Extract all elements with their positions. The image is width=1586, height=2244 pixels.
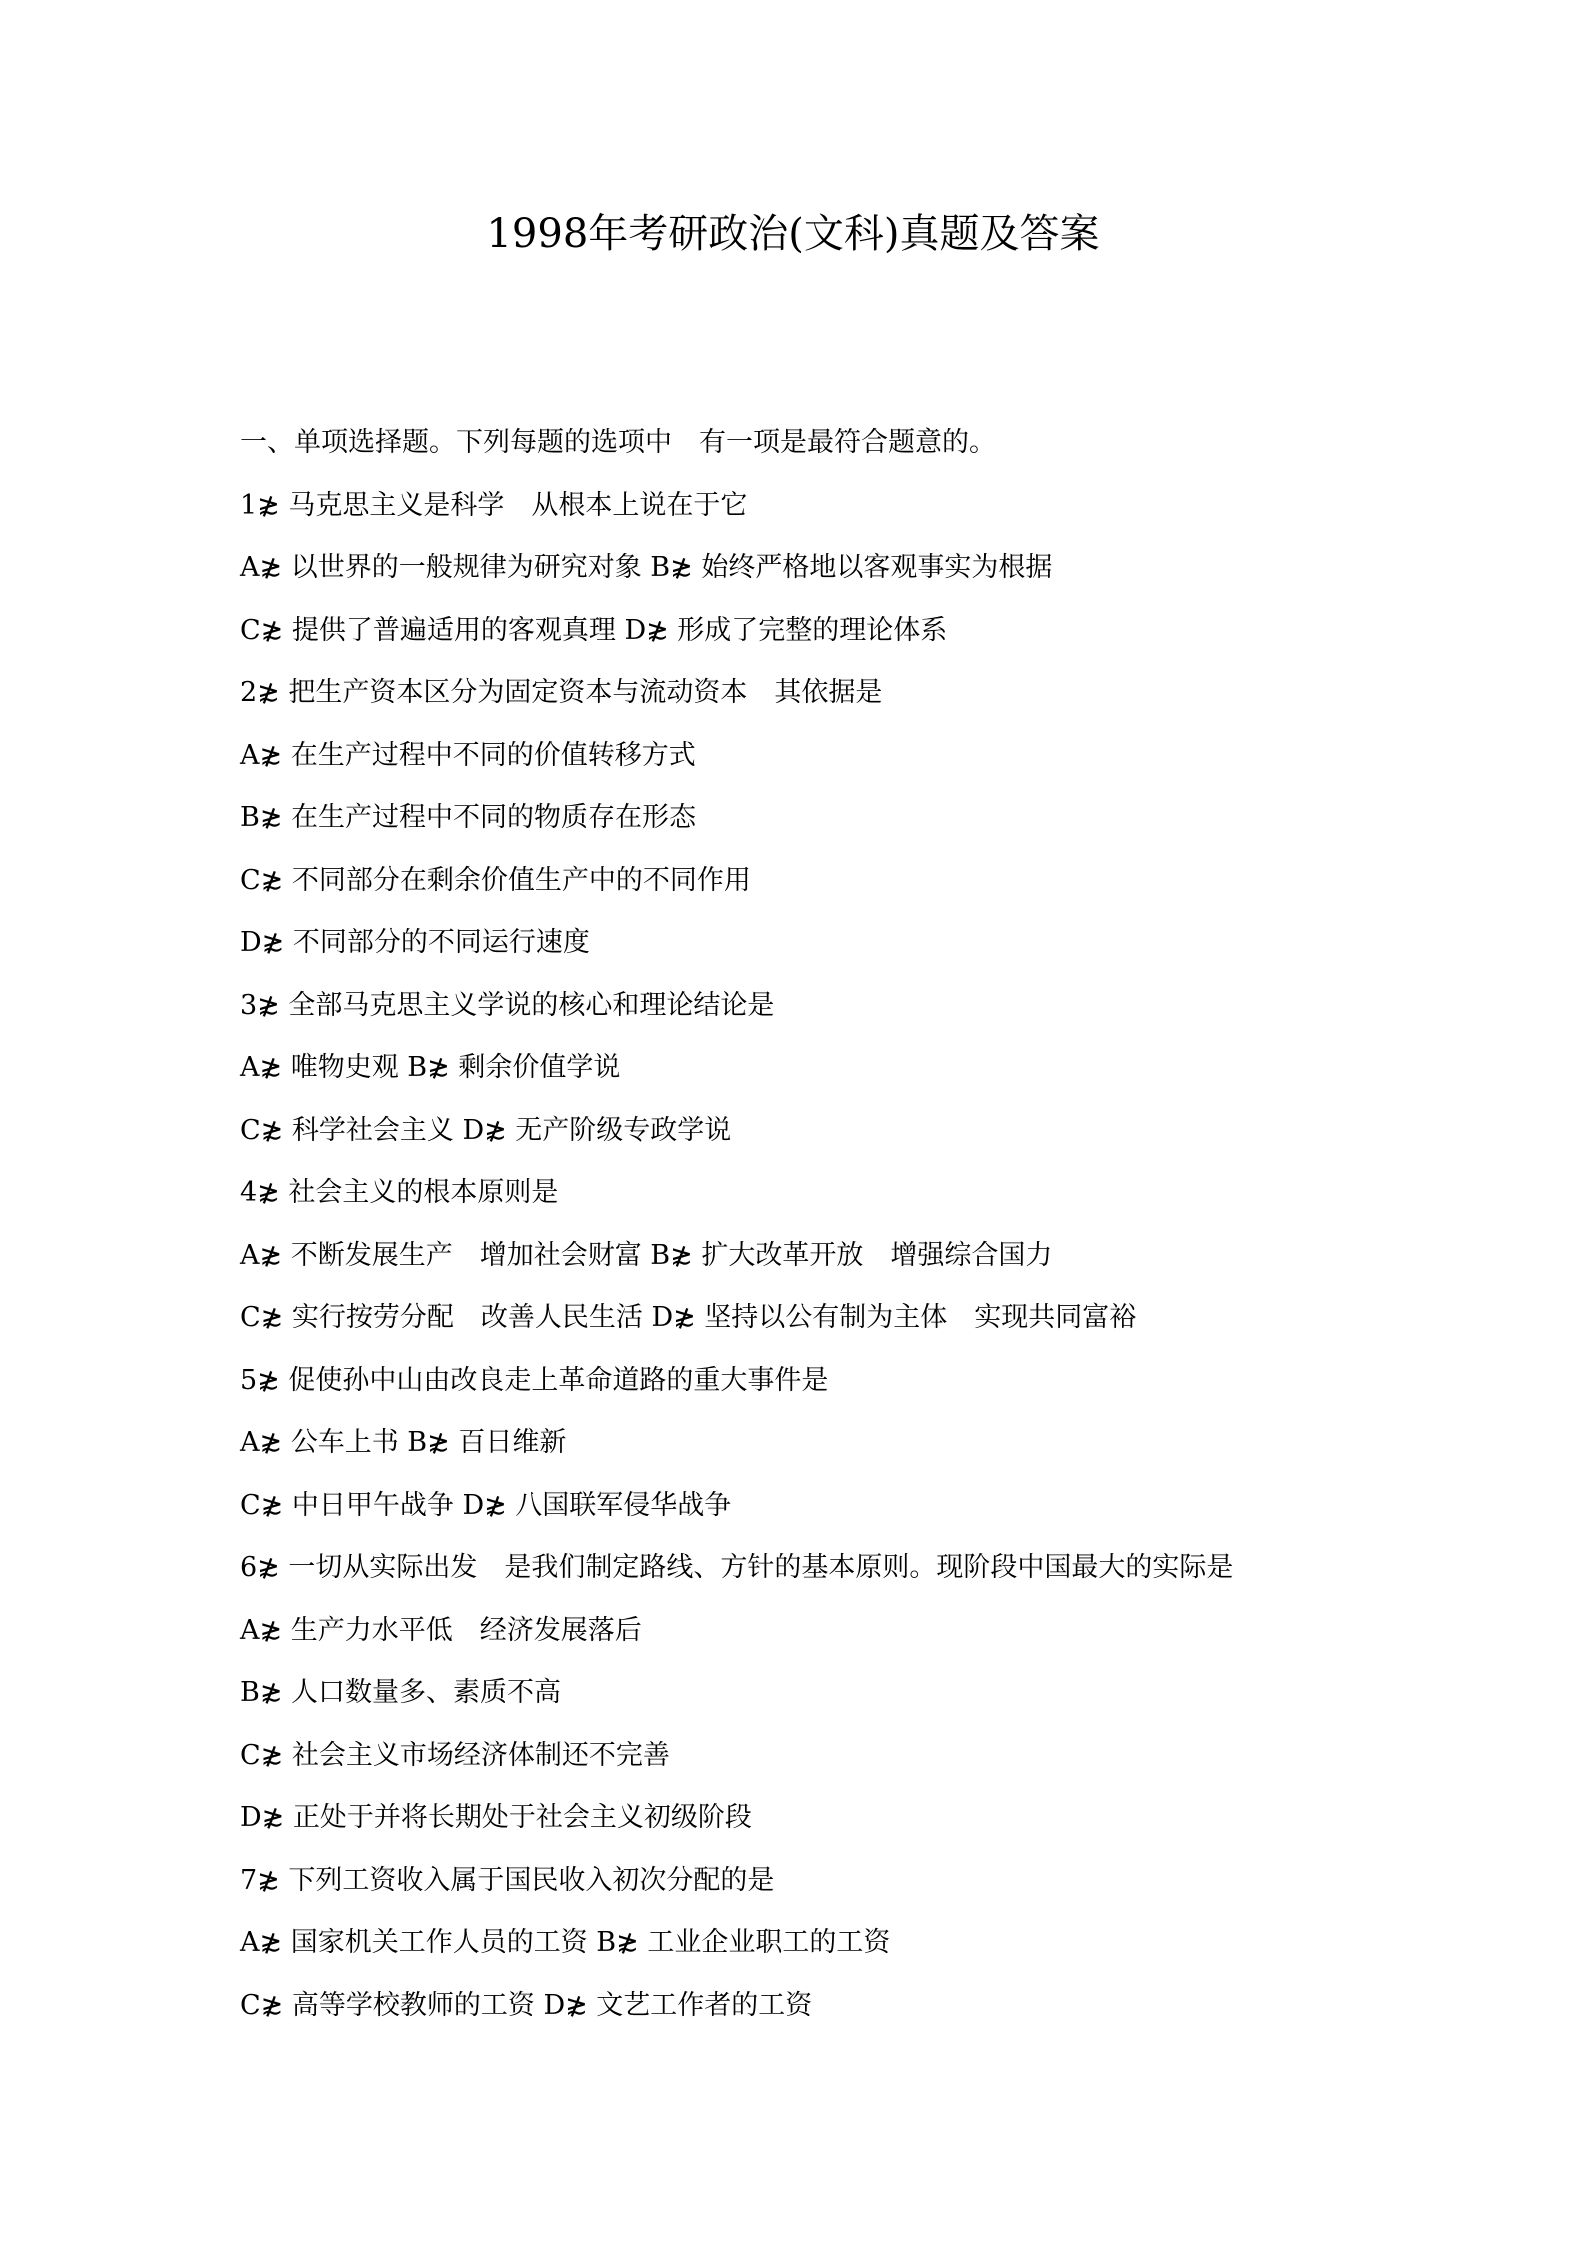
question-2: 2≵ 把生产资本区分为固定资本与流动资本 其依据是 xyxy=(240,677,883,708)
section-heading: 一、单项选择题。下列每题的选项中 有一项是最符合题意的。 xyxy=(240,427,996,458)
question-1-options-ab: A≵ 以世界的一般规律为研究对象 B≵ 始终严格地以客观事实为根据 xyxy=(240,552,1053,583)
question-1-options-cd: C≵ 提供了普遍适用的客观真理 D≵ 形成了完整的理论体系 xyxy=(240,614,948,646)
question-3-options-ab: A≵ 唯物史观 B≵ 剩余价值学说 xyxy=(240,1052,621,1083)
question-6: 6≵ 一切从实际出发 是我们制定路线、方针的基本原则。现阶段中国最大的实际是 xyxy=(240,1552,1234,1583)
question-7-options-ab: A≵ 国家机关工作人员的工资 B≵ 工业企业职工的工资 xyxy=(240,1927,891,1958)
question-2-option-b: B≵ 在生产过程中不同的物质存在形态 xyxy=(240,802,697,833)
question-3: 3≵ 全部马克思主义学说的核心和理论结论是 xyxy=(240,989,775,1021)
question-3-options-cd: C≵ 科学社会主义 D≵ 无产阶级专政学说 xyxy=(240,1114,732,1146)
question-7: 7≵ 下列工资收入属于国民收入初次分配的是 xyxy=(240,1864,775,1896)
question-2-option-c: C≵ 不同部分在剩余价值生产中的不同作用 xyxy=(240,864,751,896)
document-title: 1998年考研政治(文科)真题及答案 xyxy=(486,211,1100,257)
question-4: 4≵ 社会主义的根本原则是 xyxy=(240,1177,559,1208)
question-5-options-cd: C≵ 中日甲午战争 D≵ 八国联军侵华战争 xyxy=(240,1489,732,1521)
question-6-option-d: D≵ 正处于并将长期处于社会主义初级阶段 xyxy=(240,1802,752,1833)
question-2-option-a: A≵ 在生产过程中不同的价值转移方式 xyxy=(240,739,696,771)
question-5-options-ab: A≵ 公车上书 B≵ 百日维新 xyxy=(240,1427,567,1458)
question-4-options-cd: C≵ 实行按劳分配 改善人民生活 D≵ 坚持以公有制为主体 实现共同富裕 xyxy=(240,1302,1137,1333)
question-7-options-cd: C≵ 高等学校教师的工资 D≵ 文艺工作者的工资 xyxy=(240,1989,813,2021)
question-2-option-d: D≵ 不同部分的不同运行速度 xyxy=(240,927,590,958)
question-6-option-a: A≵ 生产力水平低 经济发展落后 xyxy=(240,1614,642,1646)
question-6-option-b: B≵ 人口数量多、素质不高 xyxy=(240,1677,562,1708)
document-body xyxy=(240,412,1540,2037)
question-6-option-c: C≵ 社会主义市场经济体制还不完善 xyxy=(240,1739,670,1771)
question-1: 1≵ 马克思主义是科学 从根本上说在于它 xyxy=(240,489,748,521)
question-4-options-ab: A≵ 不断发展生产 增加社会财富 B≵ 扩大改革开放 增强综合国力 xyxy=(240,1239,1053,1271)
question-5: 5≵ 促使孙中山由改良走上革命道路的重大事件是 xyxy=(240,1364,829,1396)
